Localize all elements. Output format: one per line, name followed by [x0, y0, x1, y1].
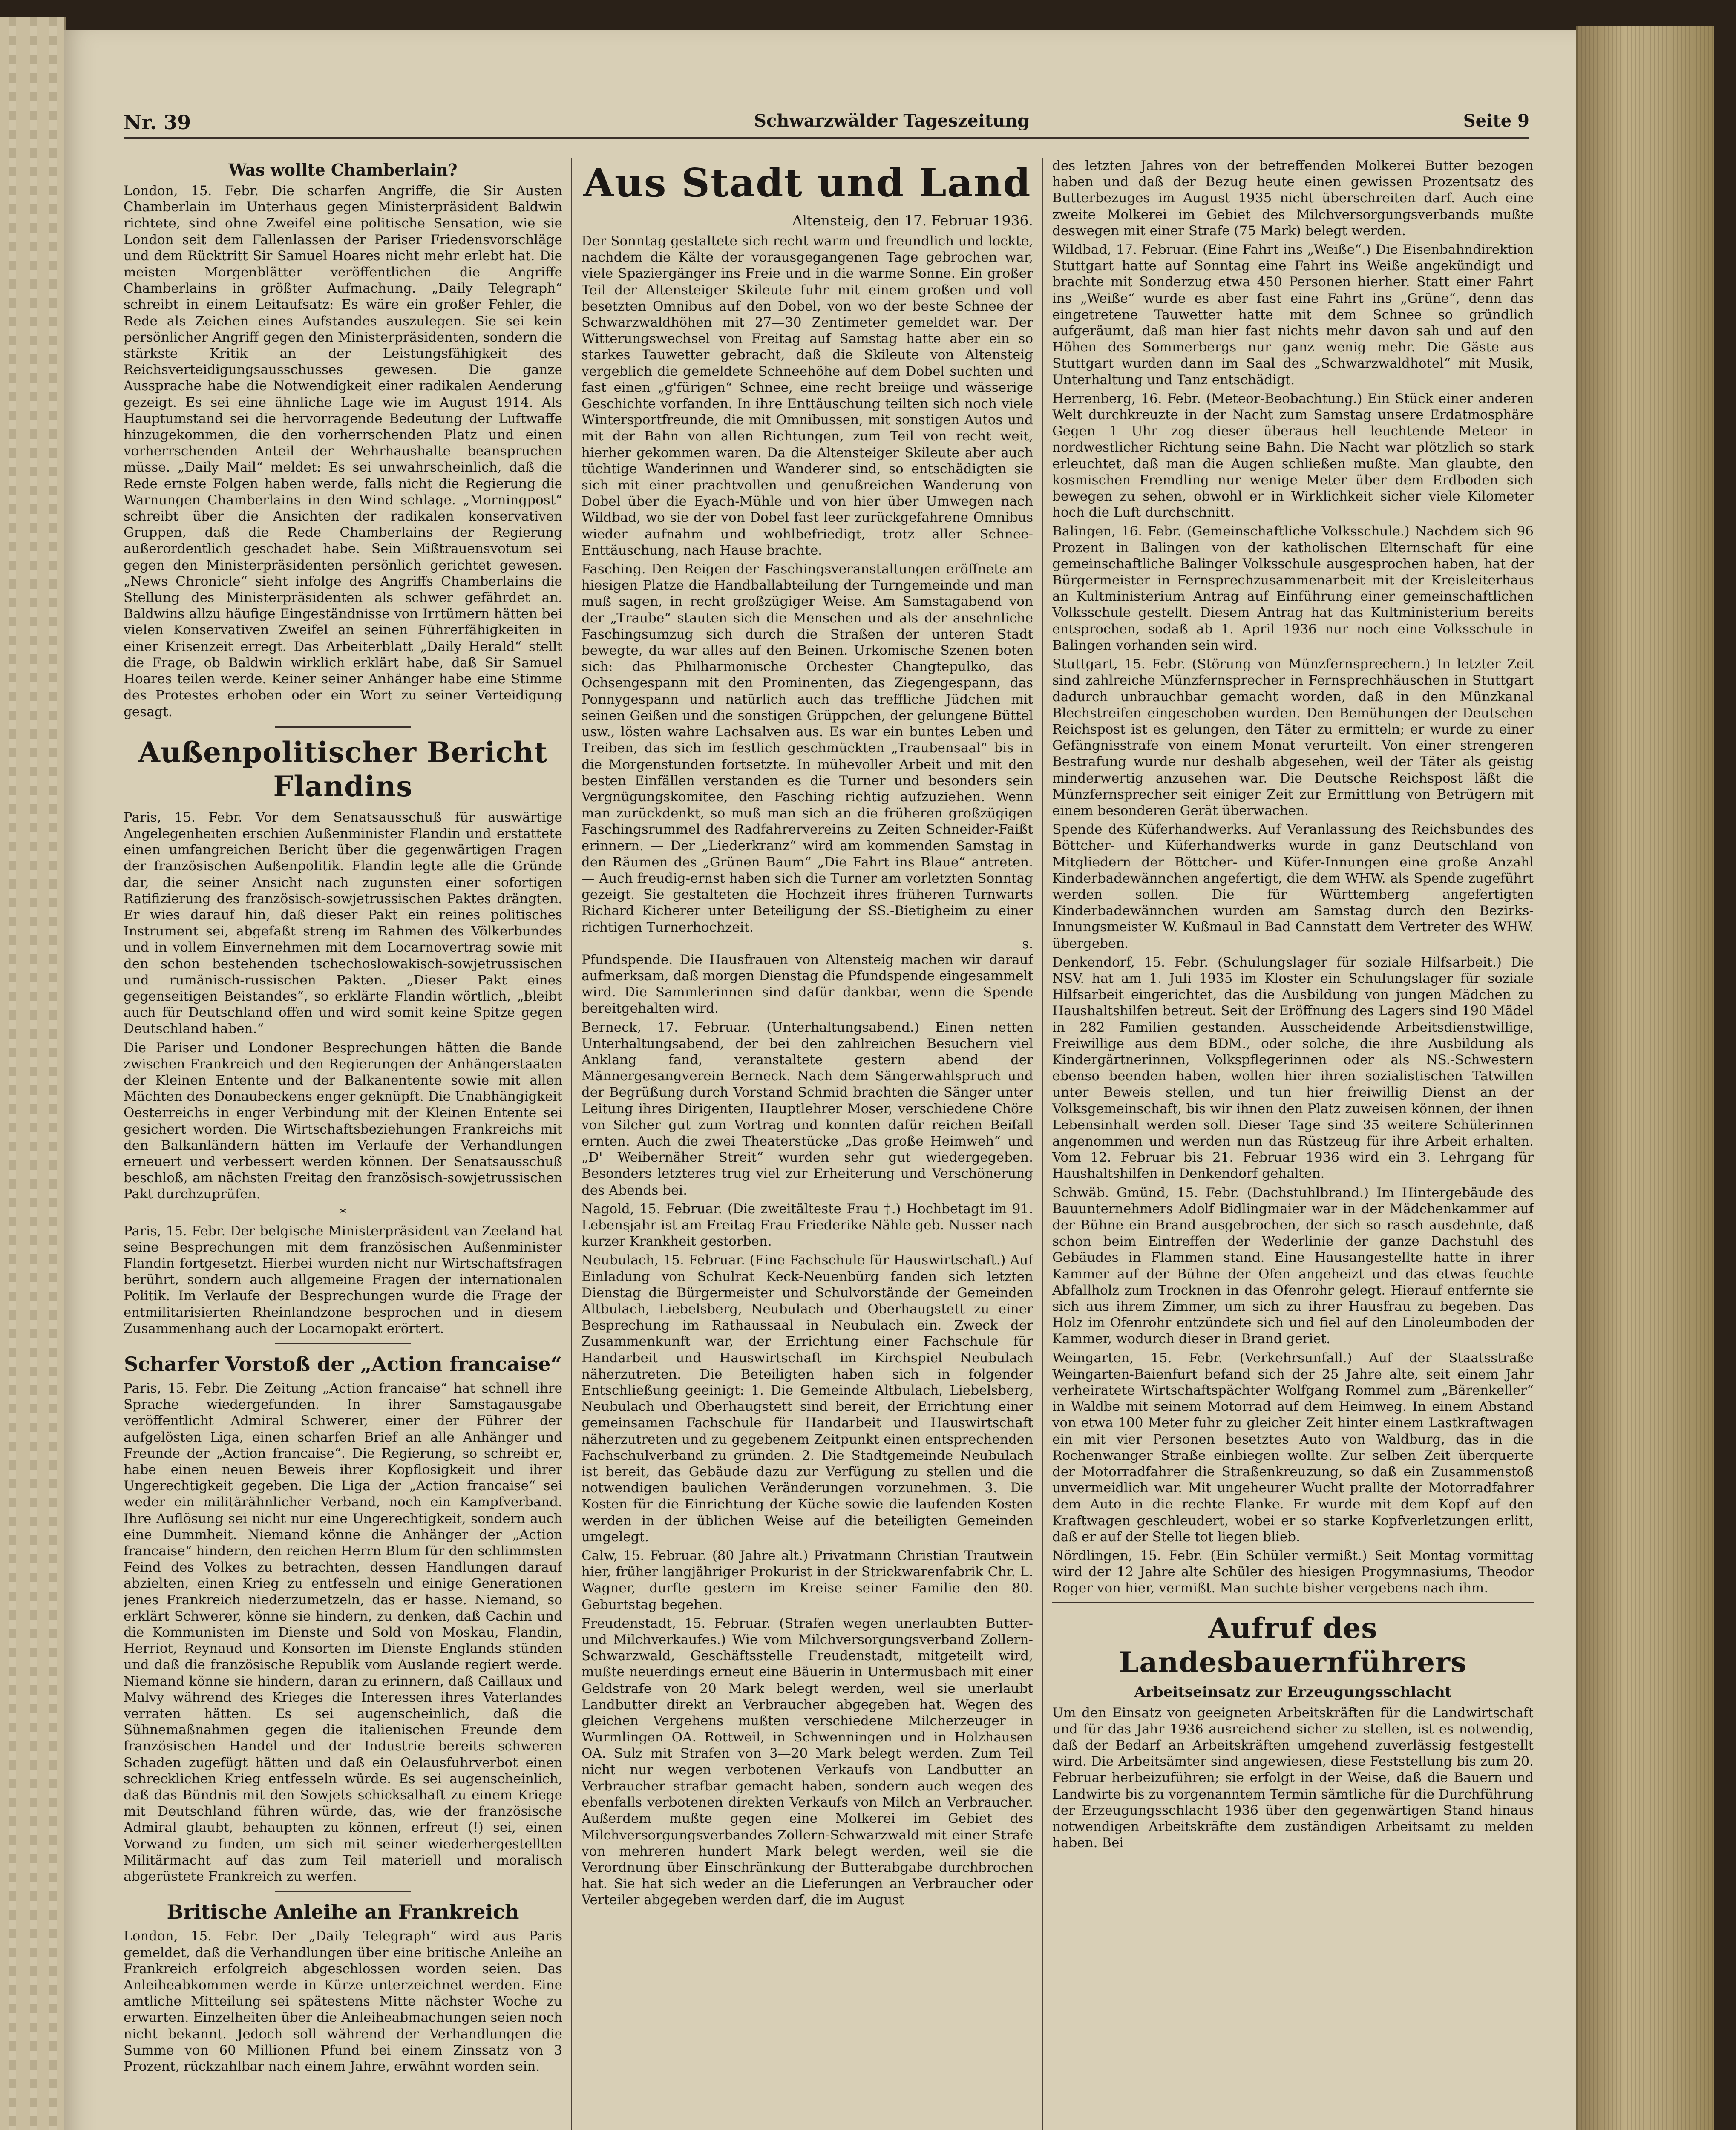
previous-page-edge [0, 17, 66, 2130]
page-number: Seite 9 [1463, 111, 1529, 131]
page-header [124, 111, 1529, 145]
article-body: Die Pariser und Londoner Besprechungen hätten die Bande zwischen Frankreich und den Regierungen der Anhängerstaaten der Kleinen Entente und der Balkanentente sowie mit allen Mächten des Donaubeckens enger geknüpft. Die Unabhängigkeit Oesterreichs in enger Verbindung mit der Kleinen Entente sei gesichert worden. Die Wirtschaftsbeziehungen Frankreichs mit den Balkanländern hätten im Verlaufe der Verhandlungen erneuert und verbessert werden können. Der Senatsausschuß beschloß, am nächsten Freitag den französisch-sowjetrussischen Pakt durchzuprüfen. [124, 1040, 562, 1202]
author-initial: s. [1022, 936, 1033, 952]
header-rule [124, 137, 1529, 139]
news-item: Pfundspende. Die Hausfrauen von Altensteig machen wir darauf aufmerksam, daß morgen Dienstag die Pfundspende eingesammelt wird. Die Sammlerinnen sind dafür dankbar, wenn die Spende bereitgehalten wird. [582, 952, 1033, 1016]
article-title: Aufruf des Landesbauernführers [1119, 1611, 1467, 1679]
article-body: London, 15. Febr. Die scharfen Angriffe, die Sir Austen Chamberlain im Unterhaus gegen Ministerpräsident Baldwin richtete, sind ohne Zweifel eine politische Sensation, wie sie London seit dem Fallenlassen der Pariser Friedensvorschläge und dem Rücktritt Sir Samuel Hoares nicht mehr erlebt hat. Die meisten Morgenblätter veröffentlichen die Angriffe Chamberlains in größter Aufmachung. „Daily Telegraph“ schreibt in einem Leitaufsatz: Es wäre ein großer Fehler, die Rede als Zeichen eines Aufstandes auszulegen. Sie sei kein persönlicher Angriff gegen den Ministerpräsidenten, sondern die stärkste Kritik an der Leistungsfähigkeit des Reichsverteidigungsausschusses gewesen. Die ganze Aussprache habe die Notwendigkeit einer radikalen Aenderung gezeigt. Es sei eine ähnliche Lage wie im August 1914. Als Hauptumstand sei die hervorragende Bedeutung der Luftwaffe hinzugekommen, die den vorherrschenden Platz und einen vorherrschenden Anteil der Wehrhaushalte beanspruchen müsse. „Daily Mail“ meldet: Es sei unwahrscheinlich, daß die Rede ernste Folgen haben werde, falls nicht die Regierung die Warnungen Chamberlains in den Wind schlage. „Morningpost“ schreibt über die Ansichten der radikalen konservativen Gruppen, daß die Rede Chamberlains der Regierung außerordentlich geschadet habe. Sein Mißtrauensvotum sei gegen den Ministerpräsidenten persönlich gerichtet gewesen. „News Chronicle“ sieht infolge des Angriffs Chamberlains die Stellung des Ministerpräsidenten als schwer gefährdet an. Baldwins allzu häufige Eingeständnisse von Irrtümern hätten bei vielen Konservativen Zweifel an seinen Führerfähigkeiten in einer Krisenzeit erregt. Das Arbeiterblatt „Daily Herald“ stellt die Frage, ob Baldwin wirklich erklärt habe, daß Sir Samuel Hoares teilen werde. Keiner seiner Anhänger habe eine Stimme des Protestes erhoben oder ein Wort zu seiner Verteidigung gesagt. [124, 183, 562, 720]
separator [275, 726, 411, 728]
news-item: Nagold, 15. Februar. (Die zweitälteste Frau †.) Hochbetagt im 91. Lebensjahr ist am Freitag Frau Friederike Nähle geb. Nusser nach kurzer Krankheit gestorben. [582, 1201, 1033, 1249]
news-item: Wildbad, 17. Februar. (Eine Fahrt ins „Weiße“.) Die Eisenbahndirektion Stuttgart hatte auf Sonntag eine Fahrt ins Weiße angekündigt und brachte mit Sonderzug etwa 450 Personen hierher. Statt einer Fahrt ins „Weiße“ wurde es aber fast eine Fahrt ins „Grüne“, denn das eingetretene Tauwetter hatte mit dem Schnee so gründlich aufgeräumt, daß man hier fast nichts mehr davon sah und auf den Höhen des Sommerbergs nur ganz wenig mehr. Die Gäste aus Stuttgart wurden dann im Saal des „Schwarzwaldhotel“ mit Musik, Unterhaltung und Tanz entschädigt. [1052, 242, 1534, 388]
news-item: Spende des Küferhandwerks. Auf Veranlassung des Reichsbundes des Böttcher- und Küferhandwerks wurde in ganz Deutschland von Mitgliedern der Böttcher- und Küfer-Innungen eine große Anzahl Kinderbadewännchen angefertigt, die dem WHW. als Spende zugeführt werden sollen. Die für Württemberg angefertigten Kinderbadewännchen wurden am Samstag durch den Bezirks-Innungsmeister W. Kußmaul in Bad Cannstatt dem Vertreter des WHW. übergeben. [1052, 822, 1534, 951]
column-divider [571, 158, 572, 2130]
article-body: Um den Einsatz von geeigneten Arbeitskräften für die Landwirtschaft und für das Jahr 1936 ausreichend sicher zu stellen, ist es notwendig, daß der Bedarf an Arbeitskräften umgehend zuverlässig festgestellt wird. Die Arbeitsämter sind angewiesen, diese Feststellung bis zum 20. Februar herbeizuführen; sie erfolgt in der Weise, daß die Bauern und Landwirte bis zu vorgenanntem Termin sämtliche für die Durchführung der Erzeugungsschlacht 1936 über den gegenwärtigen Stand hinaus notwendigen Arbeitskräfte dem zuständigen Arbeitsamt zu melden haben. Bei [1052, 1705, 1534, 1851]
news-item: Herrenberg, 16. Febr. (Meteor-Beobachtung.) Ein Stück einer anderen Welt durchkreuzte in der Nacht zum Samstag unsere Erdatmosphäre Gegen 1 Uhr zog dieser überaus hell leuchtende Meteor in nordwestlicher Richtung seine Bahn. Die Nacht war plötzlich so stark erleuchtet, daß man die Augen schließen mußte. Man glaubte, den kosmischen Fremdling nur wenige Meter über dem Erdboden sich bewegen zu sehen, obwohl er in Wirklichkeit sicher viele Kilometer hoch die Luft durchschnitt. [1052, 391, 1534, 521]
news-item: Berneck, 17. Februar. (Unterhaltungsabend.) Einen netten Unterhaltungsabend, der bei den zahlreichen Besuchern viel Anklang fand, veranstaltete gestern abend der Männergesangverein Berneck. Nach dem Sängerwahlspruch und der Begrüßung durch Vorstand Schmid brachten die Sänger unter Leitung ihres Dirigenten, Hauptlehrer Moser, verschiedene Chöre von Silcher gut zum Vortrag und konnten dafür reichen Beifall ernten. Auch die zwei Theaterstücke „Das große Heimweh“ und „D' Weibernäher Streit“ wurden sehr gut wiedergegeben. Besonders letzteres trug viel zur Erheiterung und Verschönerung des Abends bei. [582, 1019, 1033, 1198]
star-separator: * [340, 1205, 346, 1221]
column-divider [1042, 158, 1043, 2130]
news-item: Schwäb. Gmünd, 15. Febr. (Dachstuhlbrand.) Im Hintergebäude des Bauunternehmers Adolf Bidlingmaier war in der Mädchenkammer auf der Bühne ein Brand ausgebrochen, der sich so rasch ausdehnte, daß schon beim Eintreffen der Wederlinie der ganze Dachstuhl des Gebäudes in Flammen stand. Eine Hausangestellte hatte in ihrer Kammer auf der Bühne der Ofen angeheizt und das etwas feuchte Abfallholz zum Trocknen in das Ofenrohr gelegt. Hierauf entfernte sie sich aus ihrem Zimmer, um sich zu ihrer Hausfrau zu begeben. Das Holz im Ofenrohr entzündete sich und fiel auf den Linoleumboden der Kammer, wodurch dieser in Brand geriet. [1052, 1185, 1534, 1347]
news-item: Calw, 15. Februar. (80 Jahre alt.) Privatmann Christian Trautwein hier, früher langjähriger Prokurist in der Strickwarenfabrik Chr. L. Wagner, durfte gestern im Kreise seiner Familie den 80. Geburtstag begehen. [582, 1548, 1033, 1612]
news-item: Fasching. Den Reigen der Faschingsveranstaltungen eröffnete am hiesigen Platze die Handballabteilung der Turngemeinde und man muß sagen, in recht großzügiger Weise. Am Samstagabend von der „Traube“ stauten sich die Menschen und als der ansehnliche Faschingsumzug sich durch die Straßen der unteren Stadt bewegte, da war alles auf den Beinen. Urkomische Szenen boten sich: das Philharmonische Orchester Changtepulko, das Ochsengespann mit den Prominenten, das Ziegengespann, das Ponnygespann und natürlich auch das treffliche Jüdchen mit seinen Geißen und die sonstigen Grüppchen, der gelungene Büttel usw., lösten wahre Lachsalven aus. Es war ein buntes Leben und Treiben, das sich im festlich geschmückten „Traubensaal“ bis in die Morgenstunden fortsetzte. In mühevoller Arbeit und mit den besten Einfällen verstanden es die Turner und besonders sein Vergnügungskomitee, den Fasching richtig aufzuziehen. Wenn man zurückdenkt, so muß man sich an die früheren großzügigen Faschingsrummel des Radfahrervereins zu Zeiten Schneider-Faißt erinnern. — Der „Liederkranz“ wird am kommenden Samstag in den Räumen des „Grünen Baum“ „Die Fahrt ins Blaue“ antreten. — Auch freudig-ernst haben sich die Turner am vorletzten Sonntag gezeigt. Sie gestalteten die Hochzeit ihres früheren Turnwarts Richard Kicherer unter Beteiligung der SS.-Bietigheim zu einer richtigen Turnerhochzeit. [582, 561, 1033, 935]
separator [275, 1343, 411, 1344]
column-1 [124, 158, 562, 2130]
news-item: des letzten Jahres von der betreffenden Molkerei Butter bezogen haben und daß der Bezug heute einen gewissen Prozentsatz des Butterbezuges im August 1935 nicht überschreiten darf. Auch eine zweite Molkerei im Gebiet des Milchversorgungsverbands mußte deswegen mit einer Strafe (75 Mark) belegt werden. [1052, 158, 1534, 239]
news-item: Freudenstadt, 15. Februar. (Strafen wegen unerlaubten Butter- und Milchverkaufes.) Wie vom Milchversorgungsverband Zollern-Schwarzwald, Geschäftsstelle Freudenstadt, mitgeteilt wird, mußte neuerdings erneut eine Bäuerin in Untermusbach mit einer Geldstrafe von 20 Mark belegt werden, weil sie unerlaubt Landbutter direkt an Verbraucher abgegeben hat. Wegen des gleichen Vergehens mußten verschiedene Milcherzeuger in Wurmlingen OA. Rottweil, in Schwenningen und in Holzhausen OA. Sulz mit Strafen von 3—20 Mark belegt werden. Zum Teil nicht nur wegen verbotenen Verkaufs von Landbutter an Verbraucher strafbar gemacht haben, sondern auch wegen des ebenfalls verbotenen direkten Verkaufs von Milch an Verbraucher. Außerdem mußte gegen eine Molkerei im Gebiet des Milchversorgungsverbandes Zollern-Schwarzwald mit einer Strafe von mehreren hundert Mark belegt werden, weil sie die Verordnung über Einschränkung der Butterabgabe durchbrochen hat. Sie hat sich weder an die Lieferungen an Verbraucher oder Verteiler abgegeben werden darf, die im August [582, 1615, 1033, 1908]
column-2 [582, 158, 1033, 2130]
section-title: Aus Stadt und Land [583, 160, 1031, 206]
article-body: Paris, 15. Febr. Vor dem Senatsausschuß für auswärtige Angelegenheiten erschien Außenminister Flandin und erstattete einen umfangreichen Bericht über die gegenwärtigen Fragen der französischen Außenpolitik. Flandin legte alle die Gründe dar, die seiner Ansicht nach zugunsten einer sofortigen Ratifizierung des französisch-sowjetrussischen Paktes drängten. Er wies darauf hin, daß dieser Pakt ein reines politisches Instrument sei, abgefaßt streng im Rahmen des Völkerbundes und in vollem Einvernehmen mit dem Locarnovertrag sowie mit den schon bestehenden tschechoslowakisch-sowjetrussischen und rumänisch-russischen Pakten. „Dieser Pakt eines gegenseitigen Beistandes“, so erklärte Flandin wörtlich, „bleibt auch für Deutschland offen und wird somit keine Spitze gegen Deutschland haben.“ [124, 809, 562, 1037]
separator [275, 1891, 411, 1892]
book-page-edges [1576, 26, 1714, 2130]
news-item: Denkendorf, 15. Febr. (Schulungslager für soziale Hilfsarbeit.) Die NSV. hat am 1. Juli 1935 im Kloster ein Schulungslager für soziale Hilfsarbeit eingerichtet, das die Ausbildung von jungen Mädchen zu Haushaltshilfen betreut. Seit der Eröffnung des Lagers sind 190 Mädel in 282 Familien gestanden. Ausscheidende Arbeitsdienstwillige, Freiwillige aus dem BDM., oder solche, die ihre Ausbildung als Kindergärtnerinnen, Volkspflegerinnen oder als NS.-Schwestern ebenso beenden haben, wollen hier ihren sozialistischen Tatwillen unter Beweis stellen, und tun hier freiwillig Dienst an der Volksgemeinschaft, bis wir ihnen den Platz zuweisen können, der ihnen Lebensinhalt werden soll. Dieser Tage sind 35 weitere Schülerinnen angenommen und werden nun das Rüstzeug für ihre Arbeit erhalten. Vom 12. Februar bis 21. Februar 1936 wird ein 3. Lehrgang für Haushaltshilfen in Denkendorf gehalten. [1052, 954, 1534, 1182]
news-item: Weingarten, 15. Febr. (Verkehrsunfall.) Auf der Staatsstraße Weingarten-Baienfurt befand sich der 25 Jahre alte, seit einem Jahr verheiratete Wirtschaftspächter Wolfgang Rommel zum „Bärenkeller“ in Waldbe mit seinem Motorrad auf dem Heimweg. In einem Abstand von etwa 100 Meter fuhr zu gleicher Zeit hinter einem Lastkraftwagen ein mit vier Personen besetztes Auto von Waldburg, das in die Rochenwanger Straße einbiegen wollte. Zur selben Zeit überquerte der Motorradfahrer die Straßenkreuzung, so daß ein Zusammenstoß unvermeidlich war. Mit ungeheurer Wucht prallte der Motorradfahrer dem Auto in die rechte Flanke. Er wurde mit dem Kopf auf den Kraftwagen geschleudert, wobei er so starke Kopfverletzungen erlitt, daß er auf der Stelle tot liegen blieb. [1052, 1350, 1534, 1545]
separator [1052, 1602, 1534, 1603]
news-item: Der Sonntag gestaltete sich recht warm und freundlich und lockte, nachdem die Kälte der vorausgegangenen Tage gebrochen war, viele Spaziergänger ins Freie und in die warme Sonne. Ein großer Teil der Altensteiger Skileute fuhr mit einem großen und voll besetzten Omnibus auf den Dobel, von wo der beste Schnee der Schwarzwaldhöhen mit 27—30 Zentimeter gemeldet war. Der Witterungswechsel von Freitag auf Samstag hatte aber ein so starkes Tauwetter gebracht, daß die Skileute von Altensteig vergeblich die gemeldete Schneehöhe auf dem Dobel suchten und fast einen „g'fürigen“ Schnee, eine recht breiige und wässerige Geschichte vorfanden. In ihre Enttäuschung teilten sich noch viele Wintersportfreunde, die mit Omnibussen, mit sonstigen Autos und mit der Bahn von allen Richtungen, zum Teil von recht weit, hierher gekommen waren. Da die Altensteiger Skileute aber auch tüchtige Wanderinnen und Wanderer sind, so entschädigten sie sich mit einer prachtvollen und genußreichen Wanderung von Dobel über die Eyach-Mühle und von hier über Umwegen nach Wildbad, wo sie der von Dobel fast leer zurückgefahrene Omnibus wieder aufnahm und wohlbefriedigt, trotz aller Schnee-Enttäuschung, nach Hause brachte. [582, 233, 1033, 558]
article-body: Paris, 15. Febr. Die Zeitung „Action francaise“ hat schnell ihre Sprache wiedergefunden. In ihrer Samstagausgabe veröffentlicht Admiral Schwerer, einer der Führer der aufgelösten Liga, einen scharfen Brief an alle Anhänger und Freunde der „Action francaise“. Die Regierung, so schreibt er, habe einen neuen Beweis ihrer Kopflosigkeit und ihrer Ungerechtigkeit gegeben. Die Liga der „Action francaise“ sei weder ein militärähnlicher Verband, noch ein Kampfverband. Ihre Auflösung sei nicht nur eine Ungerechtigkeit, sondern auch eine Dummheit. Niemand könne die Anhänger der „Action francaise“ hindern, den reichen Herrn Blum für den schlimmsten Feind des Volkes zu betrachten, dessen Handlungen darauf abzielten, einen Krieg zu entfesseln und einige Generationen jenes Frankreich niederzumetzeln, das er hasse. Niemand, so erklärt Schwerer, könne sie hindern, zu denken, daß Cachin und die Kommunisten im Dienste und Sold von Moskau, Flandin, Herriot, Reynaud und Konsorten im Dienste Englands stünden und daß die französische Republik vom Auslande regiert werde. Niemand könne sie hindern, daran zu erinnern, daß Caillaux und Malvy während des Krieges die Interessen ihres Vaterlandes verraten hätten. Es sei augenscheinlich, daß die Sühnemaßnahmen gegen die italienischen Freunde dem französischen Handel und der Industrie bereits schweren Schaden zugefügt hätten und daß ein Oelausfuhrverbot einen schrecklichen Krieg entfesseln würde. Es sei augenscheinlich, daß das Bündnis mit den Sowjets schicksalhaft zu einem Kriege mit Deutschland führen würde, das, wie der französische Admiral glaubt, behaupten zu können, erfreut (!) sei, einen Vorwand zu finden, um sich mit seiner wiederhergestellten Militärmacht auf das zum Teil materiell und moralisch abgerüstete Frankreich zu werfen. [124, 1381, 562, 1885]
article-subtitle: Arbeitseinsatz zur Erzeugungsschlacht [1134, 1683, 1452, 1701]
news-item: Nördlingen, 15. Febr. (Ein Schüler vermißt.) Seit Montag vormittag wird der 12 Jahre alte Schüler des hiesigen Progymnasiums, Theodor Roger von hier, vermißt. Man suchte bisher vergebens nach ihm. [1052, 1548, 1534, 1596]
issue-number: Nr. 39 [124, 111, 191, 134]
news-item: Neubulach, 15. Februar. (Eine Fachschule für Hauswirtschaft.) Auf Einladung von Schulrat Keck-Neuenbürg fanden sich letzten Dienstag die Bürgermeister und Schulvorstände der Gemeinden Altbulach, Liebelsberg, Neubulach und Oberhaugstett zu einer Besprechung im Rathaussaal in Neubulach ein. Zweck der Zusammenkunft war, der Errichtung einer Fachschule für Handarbeit und Hauswirtschaft im Kirchspiel Neubulach näherzutreten. Die Beteiligten haben sich in folgender Entschließung geeinigt: 1. Die Gemeinde Altbulach, Liebelsberg, Neubulach und Oberhaugstett sind bereit, der Errichtung einer gemeinsamen Fachschule für Handarbeit und Hauswirtschaft näherzutreten und zu gegebenem Zeitpunkt einen entsprechenden Fachschulverband zu gründen. 2. Die Stadtgemeinde Neubulach ist bereit, das Gebäude dazu zur Verfügung zu stellen und die notwendigen baulichen Veränderungen vorzunehmen. 3. Die Kosten für die Einrichtung der Küche sowie die laufenden Kosten werden in der üblichen Weise auf die beteiligten Gemeinden umgelegt. [582, 1252, 1033, 1545]
article-title: Scharfer Vorstoß der „Action francaise“ [124, 1353, 562, 1376]
column-3 [1052, 158, 1534, 2130]
article-body: London, 15. Febr. Der „Daily Telegraph“ wird aus Paris gemeldet, daß die Verhandlungen über eine britische Anleihe an Frankreich erfolgreich abgeschlossen worden seien. Das Anleiheabkommen werde in Kürze unterzeichnet werden. Eine amtliche Mitteilung sei spätestens Mitte nächster Woche zu erwarten. Einzelheiten über die Anleiheabmachungen seien noch nicht bekannt. Jedoch soll während der Verhandlungen die Summe von 60 Millionen Pfund bei einem Zinssatz von 3 Prozent, rückzahlbar nach einem Jahre, erwähnt worden sein. [124, 1929, 562, 2074]
article-body: Paris, 15. Febr. Der belgische Ministerpräsident van Zeeland hat seine Besprechungen mit dem französischen Außenminister Flandin fortgesetzt. Hierbei wurden nicht nur Wirtschaftsfragen berührt, sondern auch allgemeine Fragen der internationalen Politik. Im Verlaufe der Besprechungen wurde die Frage der entmilitarisierten Rheinlandzone besprochen und in diesem Zusammenhang auch der Locarnopakt erörtert. [124, 1223, 562, 1336]
article-title: Britische Anleihe an Frankreich [167, 1900, 519, 1924]
newspaper-title: Schwarzwälder Tageszeitung [754, 111, 1030, 131]
dateline: Altensteig, den 17. Februar 1936. [792, 212, 1033, 229]
article-title: Was wollte Chamberlain? [228, 160, 458, 179]
news-item: Stuttgart, 15. Febr. (Störung von Münzfernsprechern.) In letzter Zeit sind zahlreiche Münzfernsprecher in Fernsprechhäuschen in Stuttgart dadurch unbrauchbar gemacht worden, daß in den Münzkanal Blechstreifen eingeschoben wurden. Den Bemühungen der Deutschen Reichspost ist es gelungen, den Täter zu ermitteln; er wurde zu einer Gefängnisstrafe von einem Monat verurteilt. Von einer strengeren Bestrafung wurde nur deshalb abgesehen, weil der Täter als geistig minderwertig anzusehen war. Die Deutsche Reichspost läßt die Münzfernsprecher seit einiger Zeit zur Ermittlung von Betrügern mit einem besonderen Gerät überwachen. [1052, 656, 1534, 818]
news-item: Balingen, 16. Febr. (Gemeinschaftliche Volksschule.) Nachdem sich 96 Prozent in Balingen von der katholischen Elternschaft für eine gemeinschaftliche Balinger Volksschule ausgesprochen haben, hat der Bürgermeister in Fernsprechzusammenarbeit mit der Kreisleiterhaus an Kultministerium Antrag auf Einführung einer gemeinschaftlichen Volksschule gestellt. Diesem Antrag hat das Kultministerium bereits entsprochen, sodaß ab 1. April 1936 nur noch eine Volksschule in Balingen vorhanden sein wird. [1052, 524, 1534, 653]
newspaper-page [64, 30, 1576, 2130]
article-title: Außenpolitischer Bericht Flandins [138, 735, 548, 803]
